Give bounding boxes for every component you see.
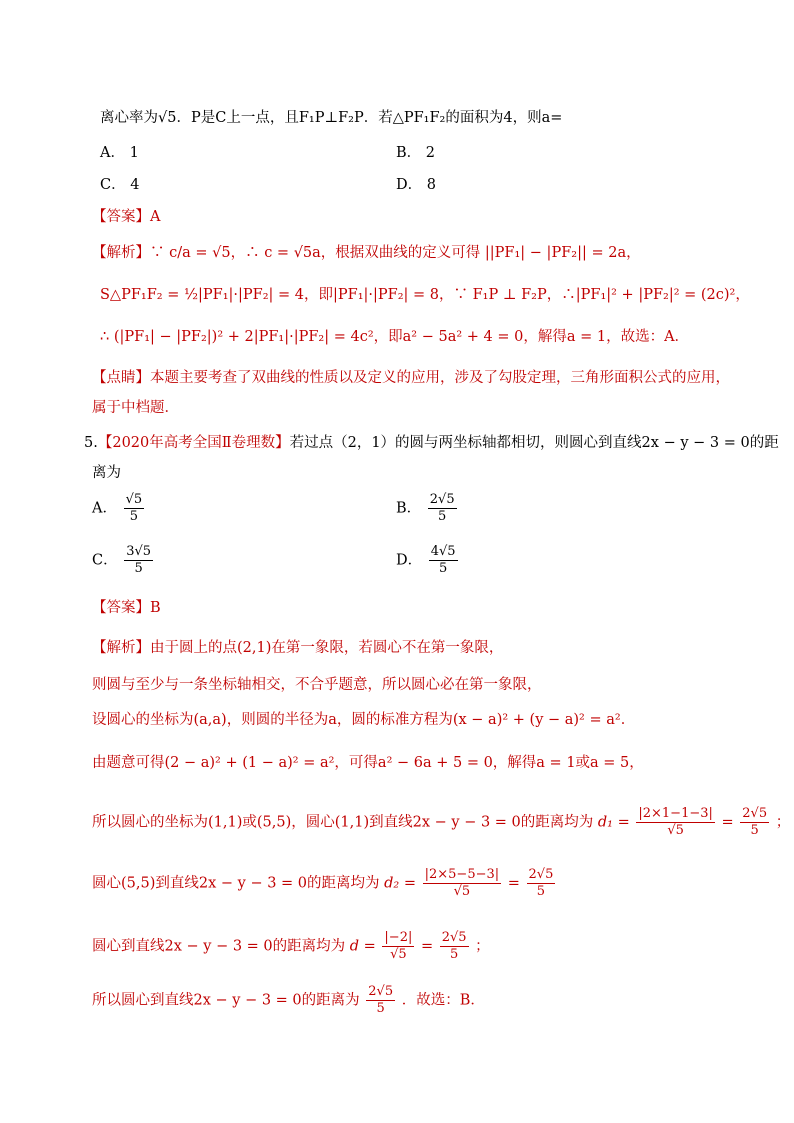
option-label: C． — [92, 552, 118, 569]
option-denominator: 5 — [134, 561, 143, 576]
stem-text: 若过点（2，1）的圆与两坐标轴都相切，则圆心到直线2x − y − 3 = 0的距 — [289, 435, 779, 451]
q5-analysis-line-5: 所以圆心的坐标为(1,1)或(5,5)，圆心(1,1)到直线2x − y − 3 = 0的距离均为 d₁ = $\frac{|2\times 1-1-3|}{√5}$ = $\frac{2√5}{5}$ ； — [92, 806, 791, 838]
result-denominator: 5 — [536, 884, 546, 899]
answer-value: B — [150, 600, 161, 616]
line-end: ； — [775, 814, 791, 831]
fraction-numerator: |−2| — [384, 930, 413, 945]
result-denominator: 5 — [750, 823, 759, 838]
distance-label: d₂ = — [384, 875, 416, 892]
q4-option-c[interactable] — [100, 175, 139, 195]
q4-option-b[interactable] — [396, 143, 435, 163]
option-label: B． — [396, 500, 422, 517]
line-end: ； — [475, 938, 490, 955]
question-number: 5. — [84, 435, 98, 451]
q4-comment — [92, 368, 730, 388]
q4-analysis-line-3: ∴ (|PF₁| − |PF₂|)² + 2|PF₁|·|PF₂| = 4c²，即a² − 5a² + 4 = 0，解得a = 1，故选：A． — [100, 329, 690, 345]
analysis-text: 由于圆上的点(2,1)在第一象限，若圆心不在第一象限， — [150, 640, 504, 656]
line-text: 所以圆心的坐标为(1,1)或(5,5)，圆心(1,1)到直线2x − y − 3 = 0的距离均为 — [92, 814, 594, 831]
option-label: D． — [396, 177, 423, 193]
q4-analysis-line-2: S△PF₁F₂ = ½|PF₁|·|PF₂| = 4，即|PF₁|·|PF₂| = 8，∵ F₁P ⊥ F₂P，∴|PF₁|² + |PF₂|² = (2c)²， — [100, 287, 750, 303]
option-numerator: √5 — [125, 492, 143, 507]
line-text: 所以圆心到直线2x − y − 3 = 0的距离为 — [92, 992, 360, 1009]
option-value: 4 — [130, 177, 140, 193]
analysis-tag: 【解析】 — [92, 245, 150, 261]
fraction-denominator: √5 — [390, 947, 407, 962]
line-end: ．故选：B． — [401, 992, 485, 1009]
fraction-numerator: |2×5−5−3| — [424, 867, 500, 882]
q4-option-a[interactable] — [100, 143, 139, 163]
q4-option-d[interactable] — [396, 175, 436, 195]
q5-stem-line-2: 离为 — [92, 465, 121, 481]
option-label: B． — [396, 145, 422, 161]
q5-analysis-line-4: 由题意可得(2 − a)² + (1 − a)² = a²，可得a² − 6a + 5 = 0，解得a = 1或a = 5， — [92, 755, 644, 771]
option-label: D． — [396, 552, 423, 569]
q5-analysis-line-8 — [92, 984, 485, 1017]
q5-option-c[interactable] — [92, 544, 155, 577]
fraction-denominator: √5 — [667, 823, 684, 838]
q4-analysis-line-1 — [92, 243, 641, 263]
q4-comment-line-2: 属于中档题． — [92, 400, 179, 416]
option-value: 2 — [425, 145, 435, 161]
option-numerator: 2√5 — [429, 492, 455, 507]
q5-answer — [92, 598, 161, 618]
option-label: A． — [100, 145, 125, 161]
distance-label: d = — [349, 938, 376, 955]
option-value: 8 — [426, 177, 436, 193]
fraction-numerator: |2×1−1−3| — [638, 806, 713, 821]
fraction-denominator: √5 — [453, 884, 471, 899]
distance-label: d₁ = — [597, 814, 630, 831]
q5-analysis-line-7: 圆心到直线2x − y − 3 = 0的距离均为 d = $\frac{|-2|}{√5}$ = $\frac{2√5}{5}$ ； — [92, 930, 490, 962]
q5-option-b[interactable] — [396, 492, 459, 525]
result-numerator: 2√5 — [368, 984, 394, 999]
analysis-text: ∵ c/a = √5，∴ c = √5a，根据双曲线的定义可得 ||PF₁| − |PF₂|| = 2a， — [150, 245, 641, 261]
comment-tag: 【点睛】 — [92, 370, 150, 386]
line-text: 圆心(5,5)到直线2x − y − 3 = 0的距离均为 — [92, 875, 380, 892]
question-source: 【2020年高考全国Ⅱ卷理数】 — [97, 435, 290, 451]
result-denominator: 5 — [450, 947, 459, 962]
result-numerator: 2√5 — [742, 806, 768, 821]
option-denominator: 5 — [129, 509, 139, 524]
q5-analysis-line-2: 则圆与至少与一条坐标轴相交，不合乎题意，所以圆心必在第一象限， — [92, 677, 542, 693]
q5-analysis-line-3: 设圆心的坐标为(a,a)，则圆的半径为a，圆的标准方程为(x − a)² + (y − a)² = a²． — [92, 712, 636, 728]
q5-analysis-line-1 — [92, 638, 503, 658]
analysis-tag: 【解析】 — [92, 640, 150, 656]
result-numerator: 2√5 — [528, 867, 554, 882]
option-label: A． — [92, 500, 117, 517]
q5-analysis-line-6: 圆心(5,5)到直线2x − y − 3 = 0的距离均为 d₂ = $\frac{|2\times 5-5-3|}{√5}$ = $\frac{2√5}{5}$ — [92, 867, 554, 899]
comment-text: 本题主要考查了双曲线的性质以及定义的应用，涉及了勾股定理，三角形面积公式的应用， — [150, 370, 730, 386]
q5-option-a[interactable] — [92, 492, 146, 525]
option-denominator: 5 — [439, 561, 448, 576]
q5-option-d[interactable] — [396, 544, 460, 577]
q4-stem-tail: 离心率为√5．P是C上一点，且F₁P⊥F₂P．若△PF₁F₂的面积为4，则a= — [100, 110, 563, 126]
line-text: 圆心到直线2x − y − 3 = 0的距离均为 — [92, 938, 346, 955]
option-numerator: 3√5 — [126, 544, 152, 559]
answer-tag: 【答案】 — [92, 209, 150, 225]
option-denominator: 5 — [438, 509, 447, 524]
option-numerator: 4√5 — [430, 544, 456, 559]
answer-tag: 【答案】 — [92, 600, 150, 616]
option-value: 1 — [129, 145, 139, 161]
q4-answer — [92, 207, 160, 227]
result-denominator: 5 — [376, 1001, 385, 1016]
answer-value: A — [150, 209, 161, 225]
q5-stem — [84, 433, 779, 453]
option-label: C． — [100, 177, 126, 193]
result-numerator: 2√5 — [441, 930, 467, 945]
